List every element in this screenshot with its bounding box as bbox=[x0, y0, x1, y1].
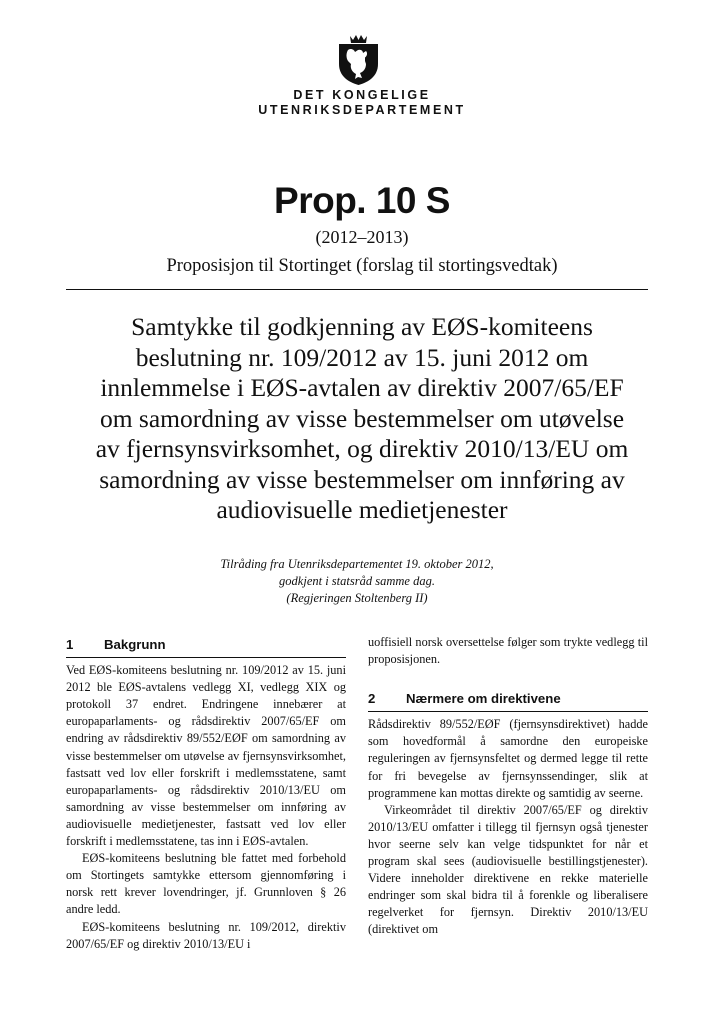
title-line: Samtykke til godkjenning av EØS-komiteens bbox=[131, 312, 593, 341]
approval-line: Tilråding fra Utenriksdepartementet 19. oktober 2012, bbox=[220, 557, 494, 571]
right-column bbox=[368, 634, 648, 939]
royal-coat-of-arms-icon bbox=[336, 34, 381, 86]
title-line: innlemmelse i EØS-avtalen av direktiv 2007/65/EF bbox=[100, 373, 624, 402]
section-heading bbox=[66, 636, 346, 658]
section-title: Nærmere om direktivene bbox=[406, 691, 561, 707]
section-number: 2 bbox=[368, 691, 376, 707]
section-title: Bakgrunn bbox=[104, 637, 166, 652]
title-line: samordning av visse bestemmelser om innføring av bbox=[99, 464, 625, 494]
approval-line: godkjent i statsråd samme dag. bbox=[279, 574, 435, 588]
approval-note bbox=[0, 556, 714, 607]
paragraph: Ved EØS-komiteens beslutning nr. 109/2012 av 15. juni 2012 ble EØS-avtalens vedlegg XI, vedlegg XIX og protokoll 37 endret. Endringene innebærer at europaparlaments- og rådsdirektiv 2007/65/EF om endring av rådsdirektiv 89/552/EØF om samordning av visse bestemmelser om utøvelse av fjernsynsvirksomhet, fastsatt ved lov eller forskrift i medlemsstatene, samt europaparlaments- og rådsdirektiv 2010/13/EU om samordning av visse bestemmelser om innføring av audiovisuelle medietjenester, fastsatt ved lov eller forskrift i medlemsstatene, tas inn i EØS-avtalen. bbox=[66, 663, 346, 849]
section-number: 1 bbox=[66, 637, 74, 652]
paragraph: Rådsdirektiv 89/552/EØF (fjernsynsdirektivet) hadde som hovedformål å samordne den europeiske reguleringen av fjernsynsfeltet og dermed legge til rette for fri bevegelse av fjernsynssendinger, slik at programmene kan mottas direkte og samtidig av seerne. bbox=[368, 717, 648, 800]
department-line-1: DET KONGELIGE bbox=[293, 88, 431, 102]
title-line: audiovisuelle medietjenester bbox=[216, 495, 508, 524]
paragraph: EØS-komiteens beslutning ble fattet med forbehold om Stortingets samtykke ettersom gjennomføring i norsk rett krever lovendringer, jf. Grunnloven § 26 andre ledd. bbox=[66, 851, 346, 917]
section-heading bbox=[368, 690, 648, 712]
proposition-number: Prop. 10 S bbox=[274, 180, 450, 221]
document-title bbox=[60, 312, 664, 526]
department-line-2: UTENRIKSDEPARTEMENT bbox=[258, 103, 466, 117]
approval-line: (Regjeringen Stoltenberg II) bbox=[286, 591, 428, 605]
title-line: av fjernsynsvirksomhet, og direktiv 2010/13/EU om bbox=[95, 434, 629, 463]
paragraph: EØS-komiteens beslutning nr. 109/2012, direktiv 2007/65/EF og direktiv 2010/13/EU i bbox=[66, 919, 346, 951]
divider bbox=[66, 289, 648, 290]
paragraph: Virkeområdet til direktiv 2007/65/EF og direktiv 2010/13/EU omfatter i tillegg til fjernsyn også tjenester hvor seerne selv kan velge tidspunktet for når et program skal sees (audiovisuelle bestillingstjenester). Videre inneholder direktivene en rekke materielle endringer som skal bidra til å forenkle og liberalisere regelverket for fjernsyn. Direktiv 2010/13/EU (direktivet om bbox=[368, 802, 648, 937]
paragraph: uoffisiell norsk oversettelse følger som trykte vedlegg til proposisjonen. bbox=[368, 635, 648, 667]
proposition-session: (2012–2013) bbox=[315, 227, 409, 247]
title-line: beslutning nr. 109/2012 av 15. juni 2012 om bbox=[135, 342, 589, 372]
left-column bbox=[66, 636, 346, 953]
title-line: om samordning av visse bestemmelser om utøvelse bbox=[99, 403, 625, 433]
department-name bbox=[0, 88, 724, 118]
proposition-type: Proposisjon til Stortinget (forslag til stortingsvedtak) bbox=[166, 256, 558, 276]
